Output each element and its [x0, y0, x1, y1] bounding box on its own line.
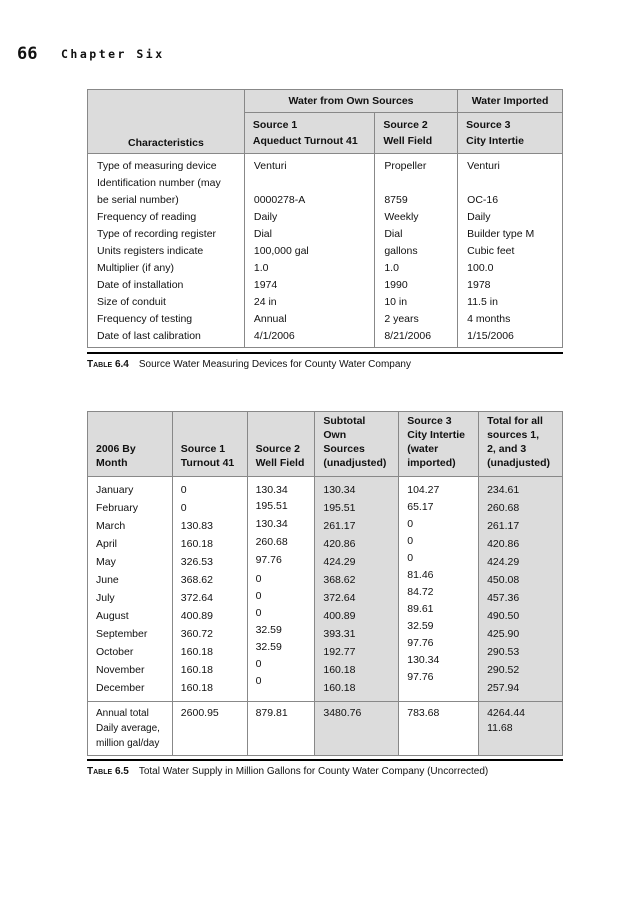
table-6-5-caption — [87, 759, 563, 777]
table-6-5 — [87, 411, 563, 756]
imported-header: Water Imported — [458, 90, 563, 113]
table-6-4-caption — [87, 352, 563, 370]
source2-column: Propeller 8759 Weekly Dial gallons 1.0 1990 10 in 2 years 8/21/2006 — [375, 154, 458, 348]
caption-text: Source Water Measuring Devices for County Water Company — [138, 359, 411, 370]
source3-header: Source 3 City Intertie — [458, 113, 563, 154]
page-number: 66 — [17, 44, 38, 64]
source1-header: Source 1 Turnout 41 — [172, 412, 247, 477]
source1-column: Venturi 0000278-A Daily Dial 100,000 gal 1.0 1974 24 in Annual 4/1/2006 — [244, 154, 374, 348]
month-column: January February March April May June July August September October November December — [88, 477, 173, 702]
annual-source3: 783.68 — [399, 702, 479, 756]
annual-source2: 879.81 — [247, 702, 315, 756]
subtotal-header: Subtotal Own Sources (unadjusted) — [315, 412, 399, 477]
characteristics-header: Characteristics — [88, 90, 245, 154]
source2-header: Source 2 Well Field — [247, 412, 315, 477]
source2-header: Source 2 Well Field — [375, 113, 458, 154]
source3-column: Venturi OC-16 Daily Builder type M Cubic feet 100.0 1978 11.5 in 4 months 1/15/2006 — [458, 154, 563, 348]
caption-label: Table 6.5 — [87, 766, 129, 777]
annual-source1: 2600.95 — [172, 702, 247, 756]
source1-header: Source 1 Aqueduct Turnout 41 — [244, 113, 374, 154]
month-header: 2006 By Month — [88, 412, 173, 477]
chapter-title: Chapter Six — [61, 47, 165, 61]
source1-column: 0 0 130.83 160.18 326.53 368.62 372.64 400.89 360.72 160.18 160.18 160.18 — [172, 477, 247, 702]
subtotal-column: 130.34 195.51 261.17 420.86 424.29 368.62 372.64 400.89 393.31 192.77 160.18 160.18 — [315, 477, 399, 702]
source2-column: 130.34 195.51 130.34 260.68 97.76 0 0 0 32.59 32.59 0 0 — [247, 477, 315, 702]
caption-text: Total Water Supply in Million Gallons for County Water Company (Uncorrected) — [138, 766, 489, 777]
table-6-4 — [87, 89, 563, 348]
caption-label: Table 6.4 — [87, 359, 129, 370]
annual-label-cell: Annual total Daily average, million gal/day — [88, 702, 173, 756]
total-header: Total for all sources 1, 2, and 3 (unadjusted) — [479, 412, 563, 477]
characteristics-column: Type of measuring device Identification number (may be serial number) Frequency of reading Type of recording register Units registers indicate Multiplier (if any) Date of installation Size of conduit Frequency of testing Date of last calibration — [88, 154, 245, 348]
own-sources-header: Water from Own Sources — [244, 90, 457, 113]
annual-total-cell: 4264.44 11.68 — [479, 702, 563, 756]
total-column: 234.61 260.68 261.17 420.86 424.29 450.08 457.36 490.50 425.90 290.53 290.52 257.94 — [479, 477, 563, 702]
source3-column: 104.27 65.17 0 0 0 81.46 84.72 89.61 32.59 97.76 130.34 97.76 — [399, 477, 479, 702]
annual-subtotal: 3480.76 — [315, 702, 399, 756]
source3-header: Source 3 City Intertie (water imported) — [399, 412, 479, 477]
